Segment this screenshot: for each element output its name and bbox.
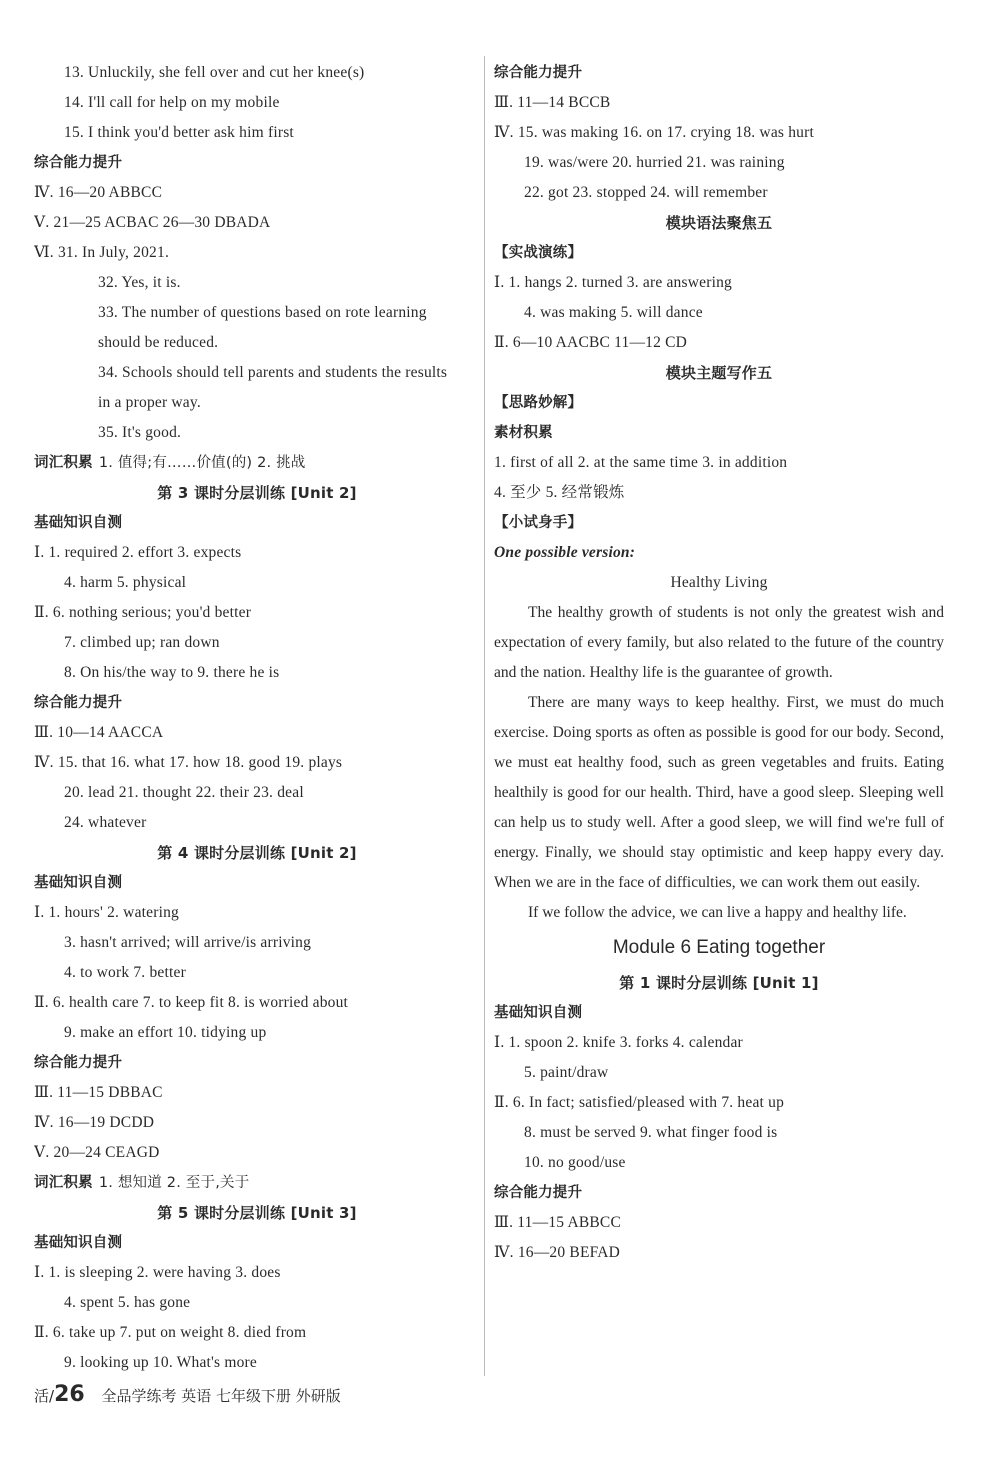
vocab-text: 1. 值得;有……价值(的) 2. 挑战 (98, 455, 306, 471)
answer-line: 4. spent 5. has gone (64, 1294, 191, 1311)
section-label: 基础知识自测 (34, 515, 123, 531)
answer-line: Ⅲ. 10—14 AACCA (34, 724, 164, 741)
answer-line: 32. Yes, it is. (98, 274, 181, 291)
answer-line: 4. 至少 5. 经常锻炼 (494, 484, 625, 501)
vocab-line (34, 448, 480, 478)
answer-line: 8. must be served 9. what finger food is (524, 1124, 778, 1141)
footer-prefix: 活/ (34, 1387, 55, 1405)
essay-paragraph: If we follow the advice, we can live a happy and healthy life. (528, 904, 907, 921)
answer-line: 4. to work 7. better (64, 964, 186, 981)
section-label: 综合能力提升 (34, 695, 123, 711)
section-label: 综合能力提升 (34, 155, 123, 171)
answer-line: 8. On his/the way to 9. there he is (64, 664, 280, 681)
answer-line: Ⅱ. 6. In fact; satisfied/pleased with 7. heat up (494, 1094, 785, 1111)
answer-line: Ⅲ. 11—15 DBBAC (34, 1084, 163, 1101)
answer-line: Ⅳ. 16—19 DCDD (34, 1114, 155, 1131)
answer-line: 22. got 23. stopped 24. will remember (524, 184, 768, 201)
answer-line: Ⅴ. 20—24 CEAGD (34, 1144, 160, 1161)
section-label: 【实战演练】 (494, 245, 583, 261)
answer-line: Ⅰ. 1. hangs 2. turned 3. are answering (494, 274, 732, 291)
answer-line: 3. hasn't arrived; will arrive/is arriving (64, 934, 312, 951)
section-label: 【思路妙解】 (494, 395, 583, 411)
answer-line: 15. I think you'd better ask him first (64, 124, 294, 141)
grammar-heading: 模块语法聚焦五 (665, 214, 773, 232)
answer-line: 35. It's good. (98, 424, 182, 441)
lesson-heading: 第 4 课时分层训练 [Unit 2] (157, 844, 357, 862)
column-divider (484, 56, 485, 1376)
lesson-heading: 第 5 课时分层训练 [Unit 3] (157, 1204, 357, 1222)
answer-line: Ⅴ. 21—25 ACBAC 26—30 DBADA (34, 214, 271, 231)
vocab-line (34, 1168, 480, 1198)
essay-paragraph: There are many ways to keep healthy. First, we must do much exercise. Doing sports as often as possible is good for our body. Second, we must eat healthy food, such as green vegetables and fruits. Eating healthily is good for our health. Third, have a good sleep. Sleeping well can help us to study well. After a good sleep, we will find we're full of energy. Finally, we should stay optimistic and keep happy every day. When we are in the face of difficulties, we can work them out easily. (494, 694, 944, 891)
left-column (34, 58, 480, 1378)
vocab-label: 词汇积累 (34, 1175, 93, 1191)
answer-line: Ⅳ. 15. that 16. what 17. how 18. good 19. plays (34, 754, 343, 771)
answer-line: 34. Schools should tell parents and students the results (98, 364, 448, 381)
answer-line: should be reduced. (98, 334, 219, 351)
section-label: 素材积累 (494, 425, 553, 441)
answer-line: Ⅱ. 6. take up 7. put on weight 8. died from (34, 1324, 307, 1341)
answer-line: 5. paint/draw (524, 1064, 609, 1081)
answer-line: 14. I'll call for help on my mobile (64, 94, 280, 111)
answer-line: Ⅲ. 11—14 BCCB (494, 94, 611, 111)
answer-line: 10. no good/use (524, 1154, 626, 1171)
answer-line: Ⅰ. 1. required 2. effort 3. expects (34, 544, 242, 561)
version-label: One possible version: (494, 544, 636, 561)
answer-line: 1. first of all 2. at the same time 3. in addition (494, 454, 788, 471)
vocab-text: 1. 想知道 2. 至于,关于 (98, 1175, 250, 1191)
right-column (494, 58, 944, 1268)
answer-line: 9. make an effort 10. tidying up (64, 1024, 267, 1041)
answer-line: Ⅰ. 1. spoon 2. knife 3. forks 4. calendar (494, 1034, 743, 1051)
answer-line: Ⅵ. 31. In July, 2021. (34, 244, 170, 261)
section-label: 综合能力提升 (494, 65, 583, 81)
answer-line: 4. was making 5. will dance (524, 304, 703, 321)
lesson-heading: 第 3 课时分层训练 [Unit 2] (157, 484, 357, 502)
page-number: 26 (54, 1382, 85, 1407)
answer-line: Ⅲ. 11—15 ABBCC (494, 1214, 621, 1231)
section-label: 【小试身手】 (494, 515, 583, 531)
essay-title: Healthy Living (670, 574, 768, 591)
answer-line: Ⅳ. 16—20 ABBCC (34, 184, 163, 201)
answer-line: 20. lead 21. thought 22. their 23. deal (64, 784, 304, 801)
answer-line: 13. Unluckily, she fell over and cut her knee(s) (64, 64, 365, 81)
section-label: 综合能力提升 (494, 1185, 583, 1201)
answer-line: 7. climbed up; ran down (64, 634, 220, 651)
answer-line: Ⅱ. 6. health care 7. to keep fit 8. is worried about (34, 994, 349, 1011)
answer-line: 24. whatever (64, 814, 147, 831)
answer-line: in a proper way. (98, 394, 201, 411)
answer-line: Ⅰ. 1. is sleeping 2. were having 3. does (34, 1264, 281, 1281)
section-label: 基础知识自测 (34, 875, 123, 891)
answer-line: Ⅳ. 15. was making 16. on 17. crying 18. was hurt (494, 124, 814, 141)
section-label: 基础知识自测 (34, 1235, 123, 1251)
page-footer (34, 1380, 341, 1410)
essay-paragraph: The healthy growth of students is not only the greatest wish and expectation of every family, but also related to the future of the country and the nation. Healthy life is the guarantee of growth. (494, 604, 944, 681)
answer-line: Ⅰ. 1. hours' 2. watering (34, 904, 180, 921)
section-label: 综合能力提升 (34, 1055, 123, 1071)
writing-heading: 模块主题写作五 (665, 364, 773, 382)
answer-line: 4. harm 5. physical (64, 574, 187, 591)
section-label: 基础知识自测 (494, 1005, 583, 1021)
answer-line: Ⅱ. 6—10 AACBC 11—12 CD (494, 334, 688, 351)
vocab-label: 词汇积累 (34, 455, 93, 471)
answer-line: 19. was/were 20. hurried 21. was raining (524, 154, 785, 171)
answer-line: 33. The number of questions based on rote learning (98, 304, 427, 321)
answer-line: 9. looking up 10. What's more (64, 1354, 257, 1371)
module-title: Module 6 Eating together (612, 937, 826, 958)
footer-book-title: 全品学练考 英语 七年级下册 外研版 (101, 1387, 341, 1405)
answer-line: Ⅳ. 16—20 BEFAD (494, 1244, 621, 1261)
answer-line: Ⅱ. 6. nothing serious; you'd better (34, 604, 252, 621)
lesson-heading: 第 1 课时分层训练 [Unit 1] (619, 974, 819, 992)
